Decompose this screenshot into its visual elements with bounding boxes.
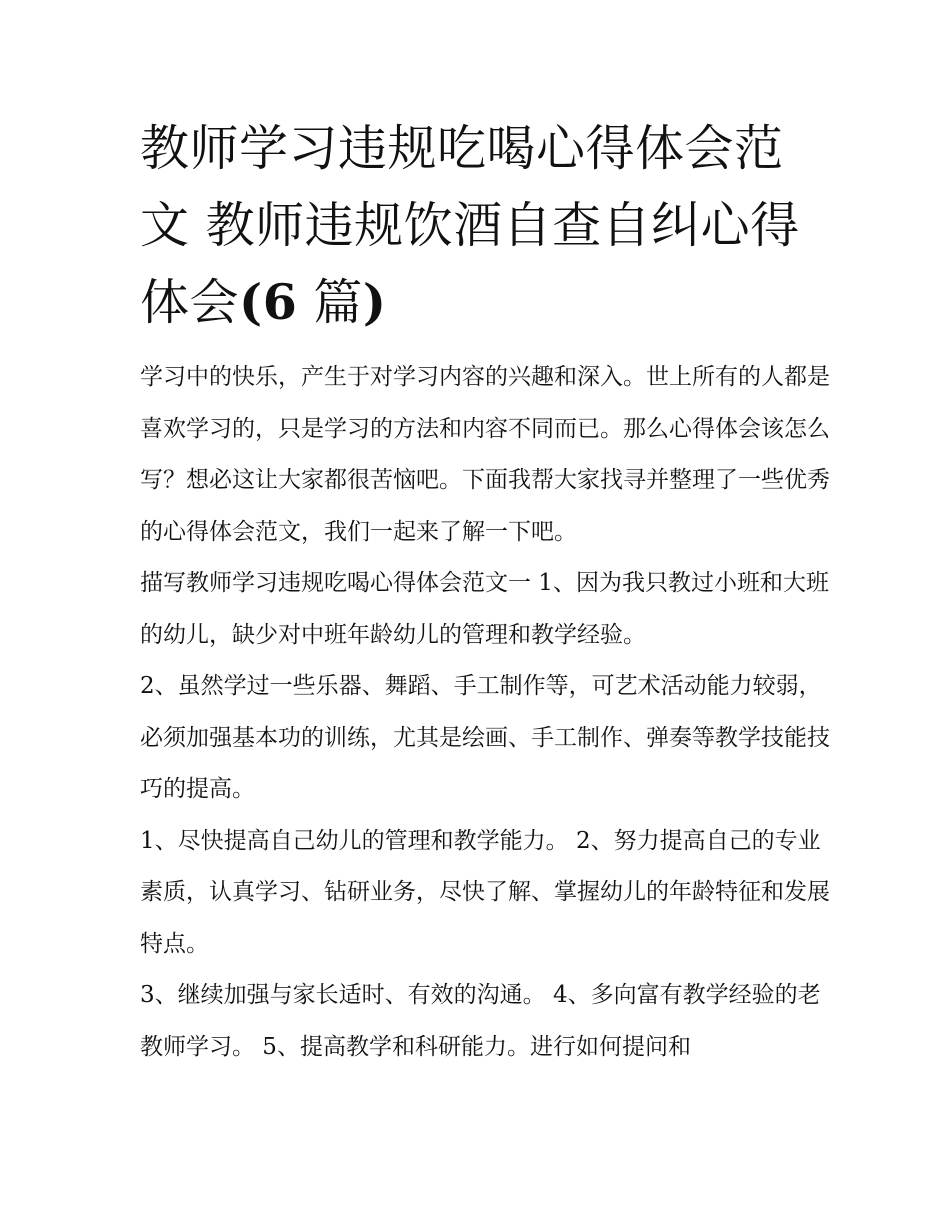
title-line-3-number: (6 <box>239 273 298 331</box>
title-line-2: 文 教师违规饮酒自查自纠心得 <box>140 197 800 254</box>
paragraph-2: 2、虽然学过一些乐器、舞蹈、手工制作等，可艺术活动能力较弱，必须加强基本功的训练，尤其是绘画、手工制作、弹奏等教学技能技巧的提高。 <box>140 673 830 802</box>
paragraph-3: 1、尽快提高自己幼儿的管理和教学能力。 2、努力提高自己的专业素质，认真学习、钻研业务，尽快了解、掌握幼儿的年龄特征和发展特点。 <box>140 827 830 957</box>
title-line-1: 教师学习违规吃喝心得体会范 <box>140 120 784 177</box>
paragraph-4: 3、继续加强与家长适时、有效的沟通。 4、多向富有教学经验的老教师学习。 5、提高教学和科研能力。进行如何提问和 <box>140 982 821 1060</box>
title-line-3-end: ) <box>362 273 387 331</box>
paragraph-intro: 学习中的快乐，产生于对学习内容的兴趣和深入。世上所有的人都是喜欢学习的，只是学习的方法和内容不同而已。那么心得体会该怎么写？想必这让大家都很苦恼吧。下面我帮大家找寻并整理了一些优秀的心得体会范文，我们一起来了解一下吧。 <box>140 364 830 545</box>
paragraph-1: 描写教师学习违规吃喝心得体会范文一 1、因为我只教过小班和大班的幼儿，缺少对中班年龄幼儿的管理和教学经验。 <box>140 570 829 648</box>
title-line-3-mid: 篇 <box>297 274 363 331</box>
document-body <box>140 352 830 1073</box>
title-line-3-prefix: 体会 <box>140 274 240 331</box>
document-title <box>140 110 830 341</box>
